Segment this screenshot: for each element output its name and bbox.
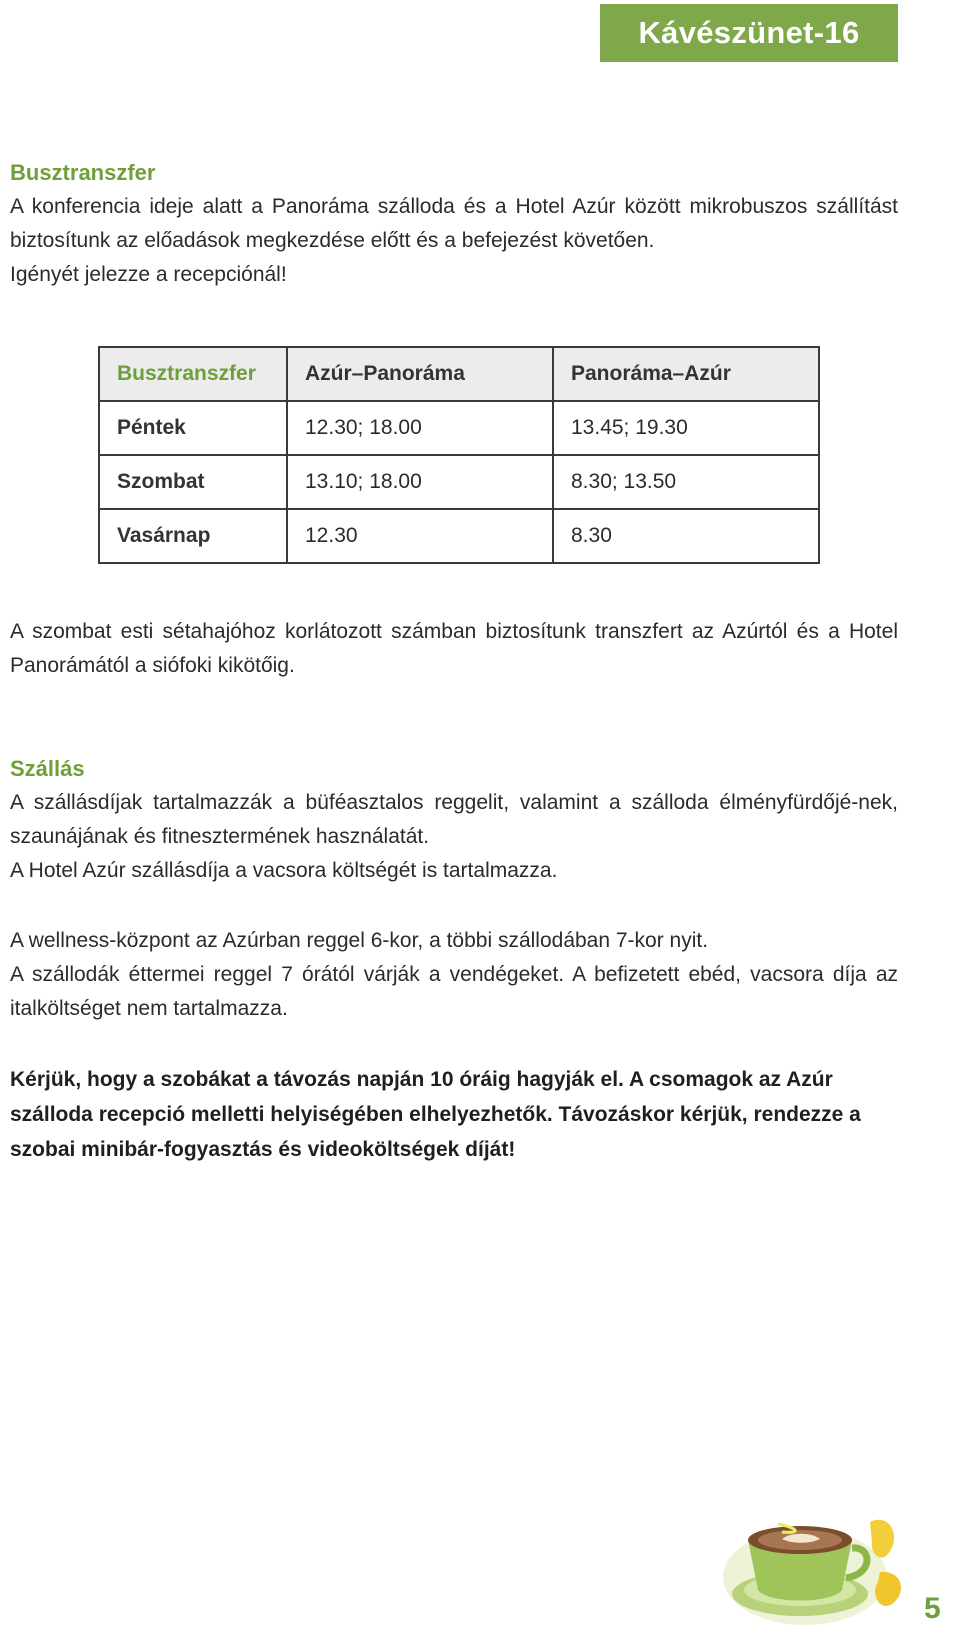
lodging-includes: A szállásdíjak tartalmazzák a büféasztalos reggelit, valamint a szálloda élményfürdőjé-nek, szaunájának és fitnesztermének használatát.	[10, 791, 898, 848]
table-cell: 8.30	[553, 509, 819, 563]
checkout-note: Kérjük, hogy a szobákat a távozás napján 10 óráig hagyják el. A csomagok az Azúr szálloda recepció melletti helyiségében elhelyezhetők. Távozáskor kérjük, rendezze a szobai minibár-fogyasztás és videoköltségek díját!	[10, 1068, 861, 1161]
table-row	[99, 509, 819, 563]
table-header-cell: Busztranszfer	[99, 347, 287, 401]
table-cell-day: Szombat	[99, 455, 287, 509]
bus-transfer-note-block	[10, 615, 898, 683]
table-cell: 8.30; 13.50	[553, 455, 819, 509]
lodging-dinner-note: A Hotel Azúr szállásdíja a vacsora költségét is tartalmazza.	[10, 859, 558, 882]
bus-transfer-table	[98, 346, 820, 564]
coffee-cup-illustration	[720, 1482, 910, 1632]
bus-transfer-intro: A konferencia ideje alatt a Panoráma szálloda és a Hotel Azúr között mikrobuszos szállítást biztosítunk az előadások megkezdése előtt és a befejezést követően.	[10, 195, 898, 252]
bus-transfer-section	[10, 156, 898, 292]
wellness-hours: A wellness-központ az Azúrban reggel 6-kor, a többi szállodában 7-kor nyit.	[10, 929, 709, 952]
table-header-cell: Azúr–Panoráma	[287, 347, 553, 401]
table-row	[99, 455, 819, 509]
table-cell: 12.30; 18.00	[287, 401, 553, 455]
restaurant-hours: A szállodák éttermei reggel 7 órától várják a vendégeket. A befizetett ebéd, vacsora díja az italköltséget nem tartalmazza.	[10, 963, 898, 1020]
boat-transfer-note: A szombat esti sétahajóhoz korlátozott számban biztosítunk transzfert az Azúrtól és a Hotel Panorámától a siófoki kikötőig.	[10, 620, 898, 677]
table-cell-day: Péntek	[99, 401, 287, 455]
bus-transfer-heading: Busztranszfer	[10, 160, 156, 185]
table-cell: 13.45; 19.30	[553, 401, 819, 455]
table-cell-day: Vasárnap	[99, 509, 287, 563]
lodging-section	[10, 752, 898, 1167]
table-cell: 12.30	[287, 509, 553, 563]
table-header-row	[99, 347, 819, 401]
page-header-title: Kávészünet-16	[638, 15, 860, 50]
table-cell: 13.10; 18.00	[287, 455, 553, 509]
lodging-heading: Szállás	[10, 756, 85, 781]
bus-transfer-request: Igényét jelezze a recepciónál!	[10, 263, 287, 286]
page-number: 5	[924, 1592, 941, 1625]
table-header-cell: Panoráma–Azúr	[553, 347, 819, 401]
table-row	[99, 401, 819, 455]
page-header-tag	[600, 4, 898, 62]
